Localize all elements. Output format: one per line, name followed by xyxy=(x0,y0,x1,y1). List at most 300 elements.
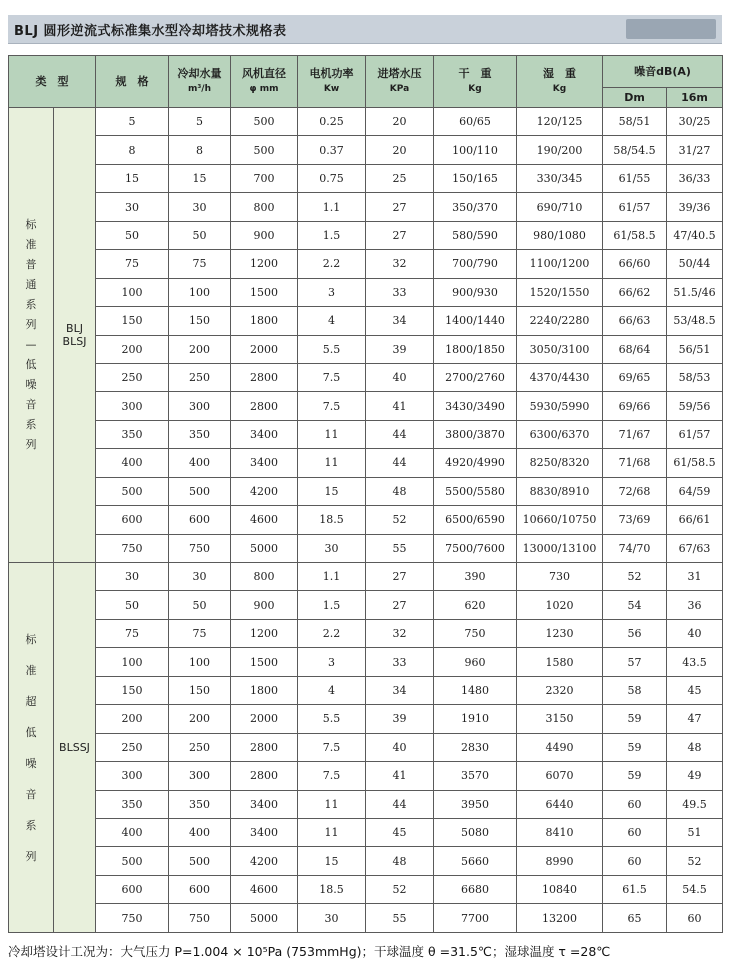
table-row xyxy=(9,818,723,846)
cell-inlet-pressure: 20 xyxy=(366,136,434,164)
table-row xyxy=(9,676,723,704)
cell-dry-weight: 3950 xyxy=(434,790,517,818)
cell-wet-weight: 1020 xyxy=(517,591,603,619)
cell-motor-power: 11 xyxy=(298,420,366,448)
table-row xyxy=(9,875,723,903)
cell-wet-weight: 10660/10750 xyxy=(517,506,603,534)
cell-noise-dm: 61/57 xyxy=(603,193,667,221)
header-noise-16m: 16m xyxy=(667,88,723,108)
cell-fan-diameter: 700 xyxy=(231,164,298,192)
cell-noise-16m: 47 xyxy=(667,705,723,733)
cell-flow: 750 xyxy=(169,904,231,933)
header-fan-unit: φ mm xyxy=(249,84,279,94)
cell-dry-weight: 5660 xyxy=(434,847,517,875)
cell-noise-16m: 49 xyxy=(667,762,723,790)
table-row xyxy=(9,591,723,619)
cell-model: 300 xyxy=(96,762,169,790)
cell-noise-16m: 61/57 xyxy=(667,420,723,448)
cell-flow: 150 xyxy=(169,676,231,704)
page-title: BLJ 圆形逆流式标准集水型冷却塔技术规格表 xyxy=(14,24,287,39)
cell-motor-power: 2.2 xyxy=(298,619,366,647)
cell-flow: 300 xyxy=(169,392,231,420)
cell-inlet-pressure: 40 xyxy=(366,363,434,391)
cell-motor-power: 18.5 xyxy=(298,875,366,903)
cell-model: 750 xyxy=(96,534,169,562)
cell-inlet-pressure: 40 xyxy=(366,733,434,761)
table-row xyxy=(9,363,723,391)
header-fan: 风机直径 φ mm xyxy=(231,56,298,108)
model-code: BLSSJ xyxy=(54,563,96,933)
cell-noise-dm: 52 xyxy=(603,563,667,591)
cell-noise-dm: 57 xyxy=(603,648,667,676)
cell-noise-16m: 64/59 xyxy=(667,477,723,505)
cell-noise-dm: 68/64 xyxy=(603,335,667,363)
cell-dry-weight: 5500/5580 xyxy=(434,477,517,505)
cell-fan-diameter: 2800 xyxy=(231,733,298,761)
cell-wet-weight: 8250/8320 xyxy=(517,449,603,477)
cell-noise-dm: 58/51 xyxy=(603,108,667,136)
cell-fan-diameter: 4200 xyxy=(231,477,298,505)
cell-dry-weight: 100/110 xyxy=(434,136,517,164)
table-row xyxy=(9,705,723,733)
cell-dry-weight: 150/165 xyxy=(434,164,517,192)
cell-noise-dm: 61/55 xyxy=(603,164,667,192)
cell-dry-weight: 60/65 xyxy=(434,108,517,136)
cell-model: 300 xyxy=(96,392,169,420)
cell-motor-power: 11 xyxy=(298,818,366,846)
cell-noise-dm: 59 xyxy=(603,705,667,733)
cell-noise-16m: 66/61 xyxy=(667,506,723,534)
cell-fan-diameter: 900 xyxy=(231,591,298,619)
cell-motor-power: 5.5 xyxy=(298,335,366,363)
cell-dry-weight: 580/590 xyxy=(434,221,517,249)
header-noise-dm: Dm xyxy=(603,88,667,108)
header-flow: 冷却水量 m³/h xyxy=(169,56,231,108)
cell-model: 250 xyxy=(96,733,169,761)
series-name: 标准超低噪音系列 xyxy=(25,632,37,863)
cell-motor-power: 30 xyxy=(298,534,366,562)
cell-fan-diameter: 2800 xyxy=(231,392,298,420)
cell-noise-dm: 69/65 xyxy=(603,363,667,391)
cell-inlet-pressure: 55 xyxy=(366,534,434,562)
cell-model: 75 xyxy=(96,250,169,278)
cell-noise-dm: 60 xyxy=(603,790,667,818)
cell-motor-power: 1.1 xyxy=(298,193,366,221)
cell-inlet-pressure: 32 xyxy=(366,250,434,278)
cell-inlet-pressure: 34 xyxy=(366,676,434,704)
cell-noise-16m: 31 xyxy=(667,563,723,591)
cell-wet-weight: 6440 xyxy=(517,790,603,818)
cell-inlet-pressure: 25 xyxy=(366,164,434,192)
cell-wet-weight: 6070 xyxy=(517,762,603,790)
cell-wet-weight: 3050/3100 xyxy=(517,335,603,363)
cell-dry-weight: 620 xyxy=(434,591,517,619)
cell-model: 200 xyxy=(96,335,169,363)
cell-fan-diameter: 4200 xyxy=(231,847,298,875)
cell-noise-dm: 59 xyxy=(603,762,667,790)
cell-flow: 5 xyxy=(169,108,231,136)
cell-flow: 75 xyxy=(169,250,231,278)
cell-dry-weight: 1480 xyxy=(434,676,517,704)
cell-dry-weight: 3570 xyxy=(434,762,517,790)
cell-noise-dm: 54 xyxy=(603,591,667,619)
cell-motor-power: 11 xyxy=(298,790,366,818)
cell-motor-power: 7.5 xyxy=(298,733,366,761)
cell-inlet-pressure: 52 xyxy=(366,506,434,534)
cell-fan-diameter: 1800 xyxy=(231,676,298,704)
cell-dry-weight: 900/930 xyxy=(434,278,517,306)
table-row xyxy=(9,307,723,335)
cell-motor-power: 4 xyxy=(298,307,366,335)
cell-fan-diameter: 2000 xyxy=(231,335,298,363)
table-row xyxy=(9,136,723,164)
cell-wet-weight: 730 xyxy=(517,563,603,591)
series-name: 标准普通系列—低噪音系列 xyxy=(25,218,37,451)
cell-dry-weight: 960 xyxy=(434,648,517,676)
header-dry-weight: 干 重 Kg xyxy=(434,56,517,108)
cell-noise-16m: 39/36 xyxy=(667,193,723,221)
cell-dry-weight: 750 xyxy=(434,619,517,647)
cell-noise-dm: 65 xyxy=(603,904,667,933)
cell-noise-dm: 74/70 xyxy=(603,534,667,562)
cell-flow: 500 xyxy=(169,477,231,505)
table-row xyxy=(9,648,723,676)
cell-fan-diameter: 2800 xyxy=(231,762,298,790)
cell-wet-weight: 2240/2280 xyxy=(517,307,603,335)
cell-model: 150 xyxy=(96,676,169,704)
cell-fan-diameter: 3400 xyxy=(231,818,298,846)
cell-model: 600 xyxy=(96,875,169,903)
cell-flow: 350 xyxy=(169,420,231,448)
cell-model: 500 xyxy=(96,847,169,875)
cell-inlet-pressure: 48 xyxy=(366,847,434,875)
cell-dry-weight: 7500/7600 xyxy=(434,534,517,562)
series-label xyxy=(9,108,54,563)
table-row xyxy=(9,477,723,505)
cell-dry-weight: 5080 xyxy=(434,818,517,846)
cell-dry-weight: 390 xyxy=(434,563,517,591)
cell-noise-16m: 60 xyxy=(667,904,723,933)
cell-noise-dm: 66/62 xyxy=(603,278,667,306)
cell-noise-16m: 51.5/46 xyxy=(667,278,723,306)
cell-model: 400 xyxy=(96,449,169,477)
cell-inlet-pressure: 27 xyxy=(366,193,434,221)
cell-fan-diameter: 4600 xyxy=(231,875,298,903)
cell-flow: 100 xyxy=(169,278,231,306)
cell-model: 30 xyxy=(96,563,169,591)
cell-dry-weight: 350/370 xyxy=(434,193,517,221)
cell-motor-power: 11 xyxy=(298,449,366,477)
cell-inlet-pressure: 45 xyxy=(366,818,434,846)
cell-noise-16m: 52 xyxy=(667,847,723,875)
cell-dry-weight: 2830 xyxy=(434,733,517,761)
table-row xyxy=(9,847,723,875)
cell-inlet-pressure: 32 xyxy=(366,619,434,647)
header-dry-unit: Kg xyxy=(468,84,482,94)
cell-noise-16m: 31/27 xyxy=(667,136,723,164)
cell-noise-dm: 73/69 xyxy=(603,506,667,534)
cell-wet-weight: 1580 xyxy=(517,648,603,676)
cell-flow: 400 xyxy=(169,449,231,477)
header-pressure: 进塔水压 KPa xyxy=(366,56,434,108)
cell-motor-power: 1.5 xyxy=(298,221,366,249)
cell-model: 500 xyxy=(96,477,169,505)
cell-flow: 600 xyxy=(169,875,231,903)
cell-model: 15 xyxy=(96,164,169,192)
table-row xyxy=(9,733,723,761)
cell-wet-weight: 1100/1200 xyxy=(517,250,603,278)
cell-wet-weight: 13200 xyxy=(517,904,603,933)
cell-noise-dm: 58/54.5 xyxy=(603,136,667,164)
cell-noise-dm: 60 xyxy=(603,847,667,875)
cell-motor-power: 18.5 xyxy=(298,506,366,534)
cell-motor-power: 1.5 xyxy=(298,591,366,619)
cell-noise-16m: 67/63 xyxy=(667,534,723,562)
cell-wet-weight: 5930/5990 xyxy=(517,392,603,420)
spec-table-body xyxy=(9,108,723,933)
header-type: 类 型 xyxy=(9,56,96,108)
table-row xyxy=(9,506,723,534)
cell-wet-weight: 3150 xyxy=(517,705,603,733)
table-row xyxy=(9,619,723,647)
cell-fan-diameter: 3400 xyxy=(231,449,298,477)
cell-fan-diameter: 2800 xyxy=(231,363,298,391)
cell-wet-weight: 4490 xyxy=(517,733,603,761)
table-row xyxy=(9,762,723,790)
cell-noise-16m: 51 xyxy=(667,818,723,846)
cell-model: 50 xyxy=(96,591,169,619)
design-conditions-note: 冷却塔设计工况为：大气压力 P=1.004 × 10⁵Pa (753mmHg)；干球温度 θ =31.5℃；湿球温度 τ =28℃ xyxy=(8,944,611,959)
cell-model: 75 xyxy=(96,619,169,647)
cell-fan-diameter: 3400 xyxy=(231,790,298,818)
cell-dry-weight: 3430/3490 xyxy=(434,392,517,420)
cell-motor-power: 30 xyxy=(298,904,366,933)
cell-model: 600 xyxy=(96,506,169,534)
cell-flow: 750 xyxy=(169,534,231,562)
cell-inlet-pressure: 41 xyxy=(366,762,434,790)
table-row xyxy=(9,790,723,818)
series-label xyxy=(9,563,54,933)
spec-table xyxy=(8,55,723,933)
table-row xyxy=(9,278,723,306)
cell-noise-dm: 58 xyxy=(603,676,667,704)
cell-noise-16m: 36/33 xyxy=(667,164,723,192)
cell-fan-diameter: 1200 xyxy=(231,250,298,278)
cell-flow: 350 xyxy=(169,790,231,818)
cell-noise-16m: 54.5 xyxy=(667,875,723,903)
cell-wet-weight: 1520/1550 xyxy=(517,278,603,306)
cell-inlet-pressure: 34 xyxy=(366,307,434,335)
cell-motor-power: 4 xyxy=(298,676,366,704)
cell-flow: 50 xyxy=(169,591,231,619)
cell-noise-dm: 71/67 xyxy=(603,420,667,448)
table-row xyxy=(9,164,723,192)
cell-dry-weight: 3800/3870 xyxy=(434,420,517,448)
cell-model: 350 xyxy=(96,420,169,448)
cell-model: 200 xyxy=(96,705,169,733)
cell-fan-diameter: 5000 xyxy=(231,904,298,933)
cell-flow: 8 xyxy=(169,136,231,164)
cell-noise-16m: 50/44 xyxy=(667,250,723,278)
cell-noise-16m: 56/51 xyxy=(667,335,723,363)
cell-flow: 75 xyxy=(169,619,231,647)
cell-dry-weight: 6500/6590 xyxy=(434,506,517,534)
cell-inlet-pressure: 27 xyxy=(366,563,434,591)
cell-motor-power: 15 xyxy=(298,847,366,875)
table-row xyxy=(9,563,723,591)
cell-motor-power: 7.5 xyxy=(298,762,366,790)
cell-wet-weight: 6300/6370 xyxy=(517,420,603,448)
cell-noise-dm: 56 xyxy=(603,619,667,647)
cell-motor-power: 1.1 xyxy=(298,563,366,591)
cell-wet-weight: 330/345 xyxy=(517,164,603,192)
cell-wet-weight: 8990 xyxy=(517,847,603,875)
cell-noise-dm: 66/60 xyxy=(603,250,667,278)
cell-model: 750 xyxy=(96,904,169,933)
cell-noise-16m: 49.5 xyxy=(667,790,723,818)
cell-wet-weight: 190/200 xyxy=(517,136,603,164)
header-motor-unit: Kw xyxy=(323,84,340,94)
table-row xyxy=(9,904,723,933)
cell-flow: 500 xyxy=(169,847,231,875)
cell-wet-weight: 2320 xyxy=(517,676,603,704)
cell-wet-weight: 1230 xyxy=(517,619,603,647)
cell-dry-weight: 6680 xyxy=(434,875,517,903)
cell-model: 8 xyxy=(96,136,169,164)
cell-dry-weight: 7700 xyxy=(434,904,517,933)
cell-fan-diameter: 1500 xyxy=(231,648,298,676)
cell-model: 5 xyxy=(96,108,169,136)
cell-noise-16m: 58/53 xyxy=(667,363,723,391)
table-row xyxy=(9,534,723,562)
cell-model: 400 xyxy=(96,818,169,846)
cell-flow: 30 xyxy=(169,193,231,221)
cell-flow: 50 xyxy=(169,221,231,249)
cell-noise-dm: 61.5 xyxy=(603,875,667,903)
model-code: BLJ BLSJ xyxy=(54,108,96,563)
cell-motor-power: 0.75 xyxy=(298,164,366,192)
cell-inlet-pressure: 44 xyxy=(366,420,434,448)
cell-inlet-pressure: 27 xyxy=(366,591,434,619)
cell-flow: 200 xyxy=(169,705,231,733)
cell-fan-diameter: 1800 xyxy=(231,307,298,335)
cell-fan-diameter: 900 xyxy=(231,221,298,249)
cell-noise-dm: 72/68 xyxy=(603,477,667,505)
header-wet-unit: Kg xyxy=(552,84,567,94)
cell-inlet-pressure: 44 xyxy=(366,790,434,818)
cell-model: 100 xyxy=(96,278,169,306)
cell-wet-weight: 4370/4430 xyxy=(517,363,603,391)
cell-inlet-pressure: 27 xyxy=(366,221,434,249)
header-flow-unit: m³/h xyxy=(187,84,211,94)
cell-wet-weight: 690/710 xyxy=(517,193,603,221)
cell-flow: 400 xyxy=(169,818,231,846)
cell-motor-power: 5.5 xyxy=(298,705,366,733)
cell-noise-16m: 59/56 xyxy=(667,392,723,420)
header-motor: 电机功率 Kw xyxy=(298,56,366,108)
cell-noise-dm: 66/63 xyxy=(603,307,667,335)
title-bar xyxy=(8,15,722,44)
cell-noise-16m: 40 xyxy=(667,619,723,647)
cell-motor-power: 3 xyxy=(298,648,366,676)
cell-inlet-pressure: 39 xyxy=(366,705,434,733)
cell-dry-weight: 1910 xyxy=(434,705,517,733)
cell-wet-weight: 8410 xyxy=(517,818,603,846)
cell-dry-weight: 1400/1440 xyxy=(434,307,517,335)
header-noise: 噪音dB(A) xyxy=(603,56,723,88)
cell-noise-dm: 61/58.5 xyxy=(603,221,667,249)
cell-model: 250 xyxy=(96,363,169,391)
cell-inlet-pressure: 33 xyxy=(366,278,434,306)
table-row xyxy=(9,420,723,448)
cell-inlet-pressure: 44 xyxy=(366,449,434,477)
cell-fan-diameter: 5000 xyxy=(231,534,298,562)
cell-motor-power: 7.5 xyxy=(298,392,366,420)
cell-fan-diameter: 1500 xyxy=(231,278,298,306)
table-row xyxy=(9,108,723,136)
cell-flow: 100 xyxy=(169,648,231,676)
cell-noise-16m: 36 xyxy=(667,591,723,619)
cell-flow: 250 xyxy=(169,363,231,391)
cell-model: 100 xyxy=(96,648,169,676)
header-row xyxy=(9,56,723,88)
cell-motor-power: 2.2 xyxy=(298,250,366,278)
cell-motor-power: 0.37 xyxy=(298,136,366,164)
cell-noise-dm: 59 xyxy=(603,733,667,761)
cell-noise-dm: 60 xyxy=(603,818,667,846)
cell-wet-weight: 980/1080 xyxy=(517,221,603,249)
cell-inlet-pressure: 52 xyxy=(366,875,434,903)
cell-motor-power: 15 xyxy=(298,477,366,505)
cell-dry-weight: 2700/2760 xyxy=(434,363,517,391)
cell-wet-weight: 120/125 xyxy=(517,108,603,136)
cell-inlet-pressure: 33 xyxy=(366,648,434,676)
cell-model: 30 xyxy=(96,193,169,221)
table-row xyxy=(9,250,723,278)
cell-fan-diameter: 3400 xyxy=(231,420,298,448)
cell-flow: 250 xyxy=(169,733,231,761)
cell-model: 150 xyxy=(96,307,169,335)
cell-dry-weight: 700/790 xyxy=(434,250,517,278)
cell-fan-diameter: 800 xyxy=(231,563,298,591)
table-row xyxy=(9,221,723,249)
cell-inlet-pressure: 39 xyxy=(366,335,434,363)
cell-flow: 300 xyxy=(169,762,231,790)
cell-fan-diameter: 800 xyxy=(231,193,298,221)
cell-inlet-pressure: 20 xyxy=(366,108,434,136)
title-badge xyxy=(626,19,716,39)
cell-model: 50 xyxy=(96,221,169,249)
cell-noise-16m: 43.5 xyxy=(667,648,723,676)
cell-noise-16m: 47/40.5 xyxy=(667,221,723,249)
cell-inlet-pressure: 48 xyxy=(366,477,434,505)
cell-noise-16m: 53/48.5 xyxy=(667,307,723,335)
cell-noise-dm: 71/68 xyxy=(603,449,667,477)
table-row xyxy=(9,392,723,420)
cell-wet-weight: 13000/13100 xyxy=(517,534,603,562)
cell-fan-diameter: 4600 xyxy=(231,506,298,534)
cell-wet-weight: 10840 xyxy=(517,875,603,903)
cell-inlet-pressure: 41 xyxy=(366,392,434,420)
cell-model: 350 xyxy=(96,790,169,818)
cell-flow: 600 xyxy=(169,506,231,534)
cell-motor-power: 0.25 xyxy=(298,108,366,136)
header-pressure-unit: KPa xyxy=(389,84,410,94)
cell-fan-diameter: 500 xyxy=(231,136,298,164)
cell-flow: 150 xyxy=(169,307,231,335)
cell-flow: 200 xyxy=(169,335,231,363)
cell-motor-power: 7.5 xyxy=(298,363,366,391)
